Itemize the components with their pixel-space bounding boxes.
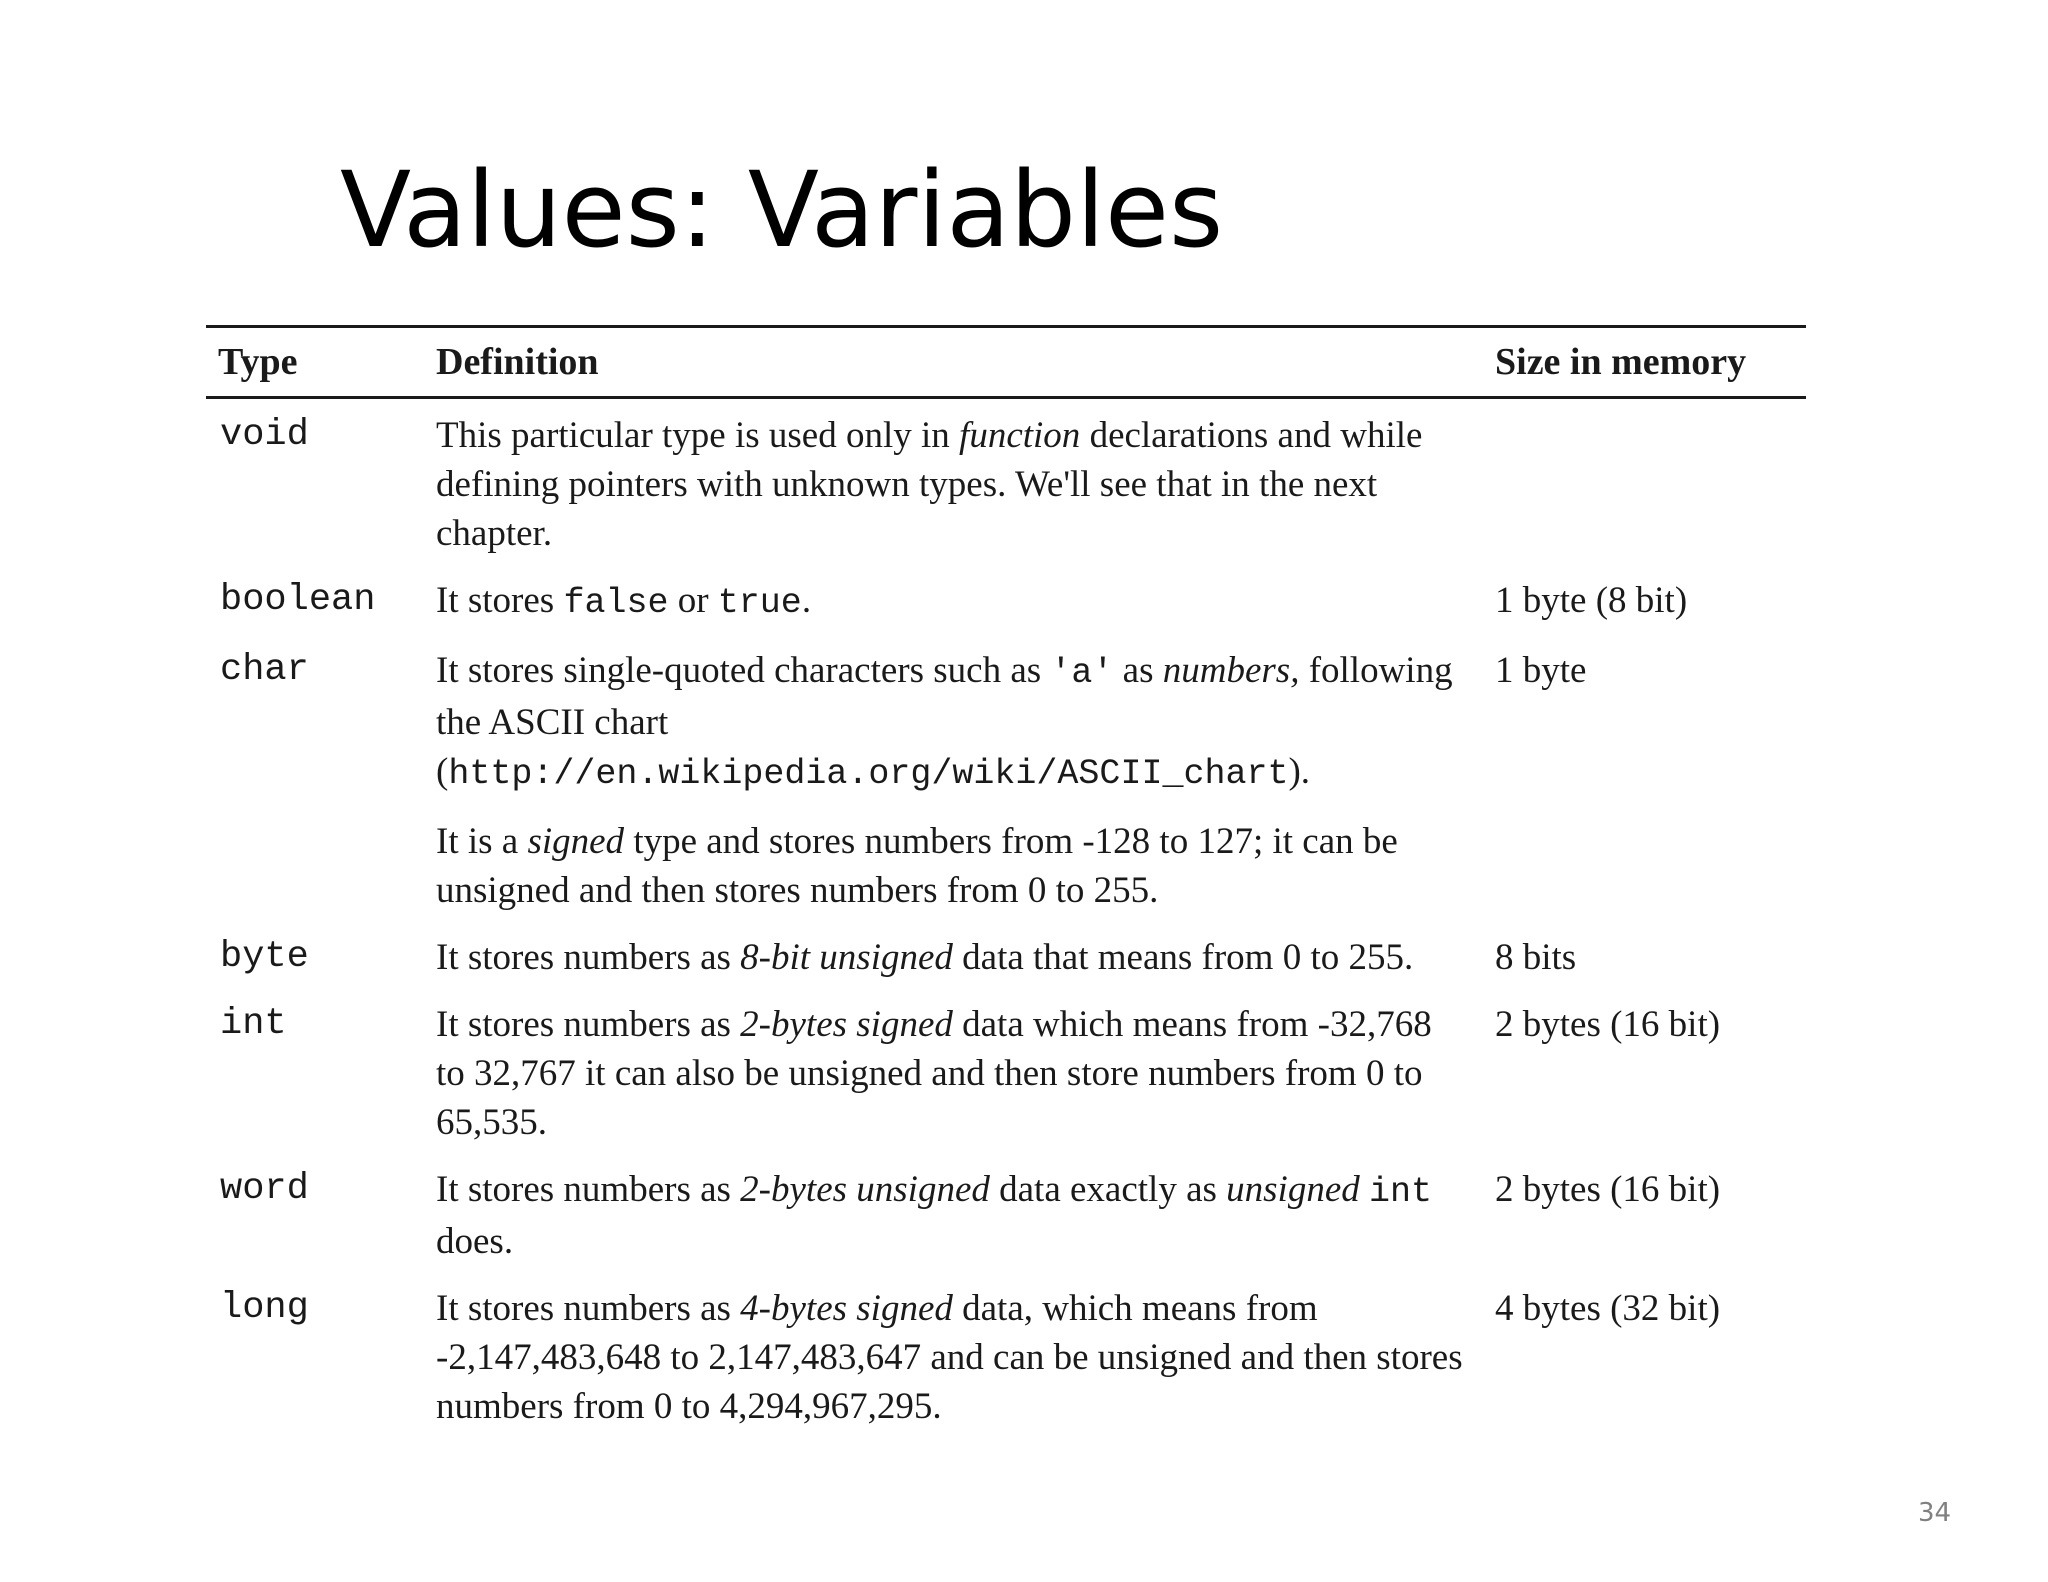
cell-type: byte — [220, 936, 309, 978]
italic-text: 2-bytes signed — [740, 1004, 953, 1045]
table-row — [206, 921, 1806, 988]
definition-second-paragraph — [436, 817, 1463, 915]
table-row — [206, 399, 1806, 564]
cell-size — [1483, 399, 1806, 564]
text-run — [1360, 1169, 1369, 1210]
text-run: does. — [436, 1221, 514, 1262]
table-row — [206, 988, 1806, 1153]
italic-text: unsigned — [1226, 1169, 1360, 1210]
cell-definition — [424, 988, 1483, 1153]
text-run: It stores numbers as — [436, 1169, 741, 1210]
cell-definition — [424, 399, 1483, 564]
cell-size: 1 byte — [1495, 650, 1587, 691]
cell-size: 2 bytes (16 bit) — [1495, 1004, 1721, 1045]
code-text: 'a' — [1050, 653, 1114, 693]
table-row — [206, 564, 1806, 634]
data-types-table — [206, 325, 1806, 1437]
header-definition: Definition — [436, 341, 599, 383]
cell-definition — [424, 1153, 1483, 1272]
text-run: declarations and while defining pointers with unknown types. We'll see that in the next chapter. — [436, 415, 1423, 554]
cell-type: void — [220, 414, 309, 456]
code-text: true — [717, 583, 802, 623]
table-row — [206, 1272, 1806, 1437]
text-run: It stores — [436, 580, 564, 621]
slide-title: Values: Variables — [340, 149, 1224, 271]
text-run: data which means from -32,768 to 32,767 it can also be unsigned and then store numbers from 0 to 65,535. — [436, 1004, 1432, 1143]
italic-text: numbers, — [1162, 650, 1300, 691]
text-run: or — [668, 580, 718, 621]
text-run: ). — [1288, 751, 1311, 792]
italic-text: 2-bytes unsigned — [740, 1169, 990, 1210]
text-run: It stores single-quoted characters such as — [436, 650, 1051, 691]
code-text: int — [1369, 1172, 1433, 1212]
table-header-row — [206, 328, 1806, 396]
cell-size: 4 bytes (32 bit) — [1495, 1288, 1721, 1329]
text-run: data, which means from -2,147,483,648 to 2,147,483,647 and can be unsigned and then stores numbers from 0 to 4,294,967,295. — [436, 1288, 1463, 1427]
italic-text: function — [959, 415, 1081, 456]
text-run: as — [1113, 650, 1163, 691]
cell-definition — [424, 1272, 1483, 1437]
text-run: following the ASCII chart ( — [436, 650, 1453, 792]
text-run: It stores numbers as — [436, 937, 741, 978]
text-run: data that means from 0 to 255. — [952, 937, 1414, 978]
code-text: false — [563, 583, 669, 623]
code-text: http://en.wikipedia.org/wiki/ASCII_chart — [448, 754, 1289, 794]
cell-type: int — [220, 1003, 287, 1045]
text-run: data exactly as — [989, 1169, 1227, 1210]
cell-size: 8 bits — [1495, 937, 1577, 978]
italic-text: 4-bytes signed — [740, 1288, 953, 1329]
cell-definition — [424, 564, 1483, 634]
page-number: 34 — [1918, 1498, 1952, 1528]
italic-text: 8-bit unsigned — [740, 937, 953, 978]
cell-size: 1 byte (8 bit) — [1495, 580, 1688, 621]
cell-type: word — [220, 1168, 309, 1210]
text-run: It is a — [436, 821, 528, 862]
text-run: This particular type is used only in — [436, 415, 960, 456]
cell-definition — [424, 634, 1483, 921]
cell-definition — [424, 921, 1483, 988]
cell-type: char — [220, 649, 309, 691]
text-run: It stores numbers as — [436, 1004, 741, 1045]
text-run: It stores numbers as — [436, 1288, 741, 1329]
text-run: type and stores numbers from -128 to 127; it can be unsigned and then stores numbers from 0 to 255. — [436, 821, 1398, 911]
text-run: . — [801, 580, 812, 621]
table-body — [206, 399, 1806, 1437]
cell-type: long — [220, 1287, 309, 1329]
italic-text: signed — [527, 821, 625, 862]
header-type: Type — [218, 341, 298, 383]
cell-type: boolean — [220, 579, 376, 621]
header-size: Size in memory — [1495, 341, 1747, 383]
table-row — [206, 634, 1806, 921]
table-row — [206, 1153, 1806, 1272]
cell-size: 2 bytes (16 bit) — [1495, 1169, 1721, 1210]
